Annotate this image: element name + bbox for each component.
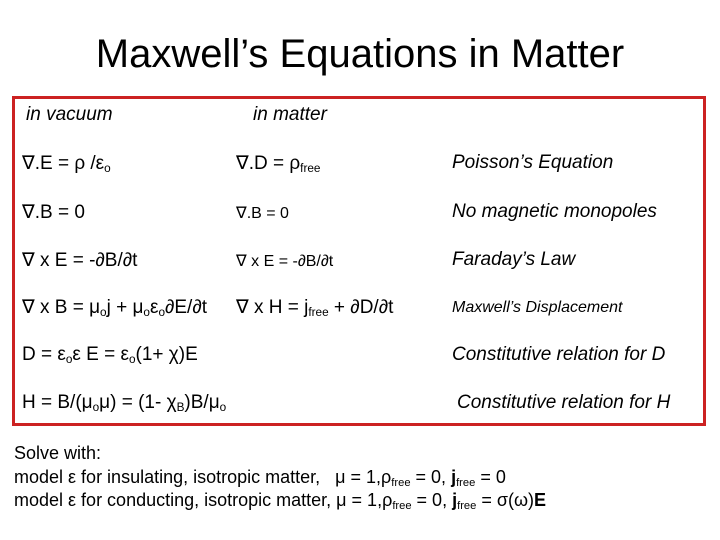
description-faraday: Faraday’s Law: [452, 249, 576, 270]
description-monopoles: No magnetic monopoles: [452, 201, 657, 222]
equation-text: ∇ x $B = \mu_oj + \mu_o\varepsilon_o\partial E/\partial t$: [22, 297, 208, 319]
slide-title: Maxwell’s Equations in Matter: [95, 32, 625, 76]
solve-heading: Solve with:: [14, 443, 102, 463]
equation-text: $\nabla.D = \rho_{free}$: [236, 153, 321, 175]
equation-vacuum-ampere: [22, 296, 207, 319]
solve-text: model ε for conducting, isotropic matter, $\mu = 1,\rho_{free} = 0$, $j_{free} = \sigma(\omega)E$: [14, 490, 547, 512]
header-vacuum: in vacuum: [26, 104, 113, 125]
equation-vacuum-gauss-e: [22, 152, 111, 175]
equation-text: ∇ x $H = j_{free} + \partial D/\partial t$: [236, 297, 394, 319]
equation-matter-gauss-b: ∇.B = 0: [236, 205, 289, 222]
equation-matter-gauss-d: [236, 152, 320, 175]
description-displacement: Maxwell’s Displacement: [452, 299, 623, 316]
description-constitutive-d: Constitutive relation for D: [452, 344, 666, 365]
equation-constitutive-d: [22, 344, 198, 366]
equation-vacuum-gauss-b: ∇.B = 0: [22, 202, 85, 223]
equation-text: ∇.E = ρ $/\varepsilon_o$: [22, 153, 111, 175]
description-poisson: Poisson’s Equation: [452, 152, 614, 173]
equation-constitutive-h: [22, 392, 226, 414]
equation-matter-ampere: [236, 296, 393, 319]
solve-line-conducting: [14, 489, 546, 517]
solve-text: model ε for insulating, isotropic matter, $\mu = 1,\rho_{free} = 0$, $j_{free} = 0$: [14, 467, 506, 489]
header-matter: in matter: [253, 104, 327, 125]
equation-matter-faraday: ∇ x E = -∂B/∂t: [236, 253, 334, 270]
description-constitutive-h: Constitutive relation for H: [457, 392, 671, 413]
equation-vacuum-faraday: ∇ x E = -∂B/∂t: [22, 250, 138, 271]
equation-text: $D = \varepsilon_o\varepsilon$ $E = \varepsilon_o(1+ \chi)E$: [22, 344, 198, 366]
equation-text: $H = B/(\mu_o\mu) = (1-$ $\chi_B)B/\mu_o$: [22, 392, 227, 414]
